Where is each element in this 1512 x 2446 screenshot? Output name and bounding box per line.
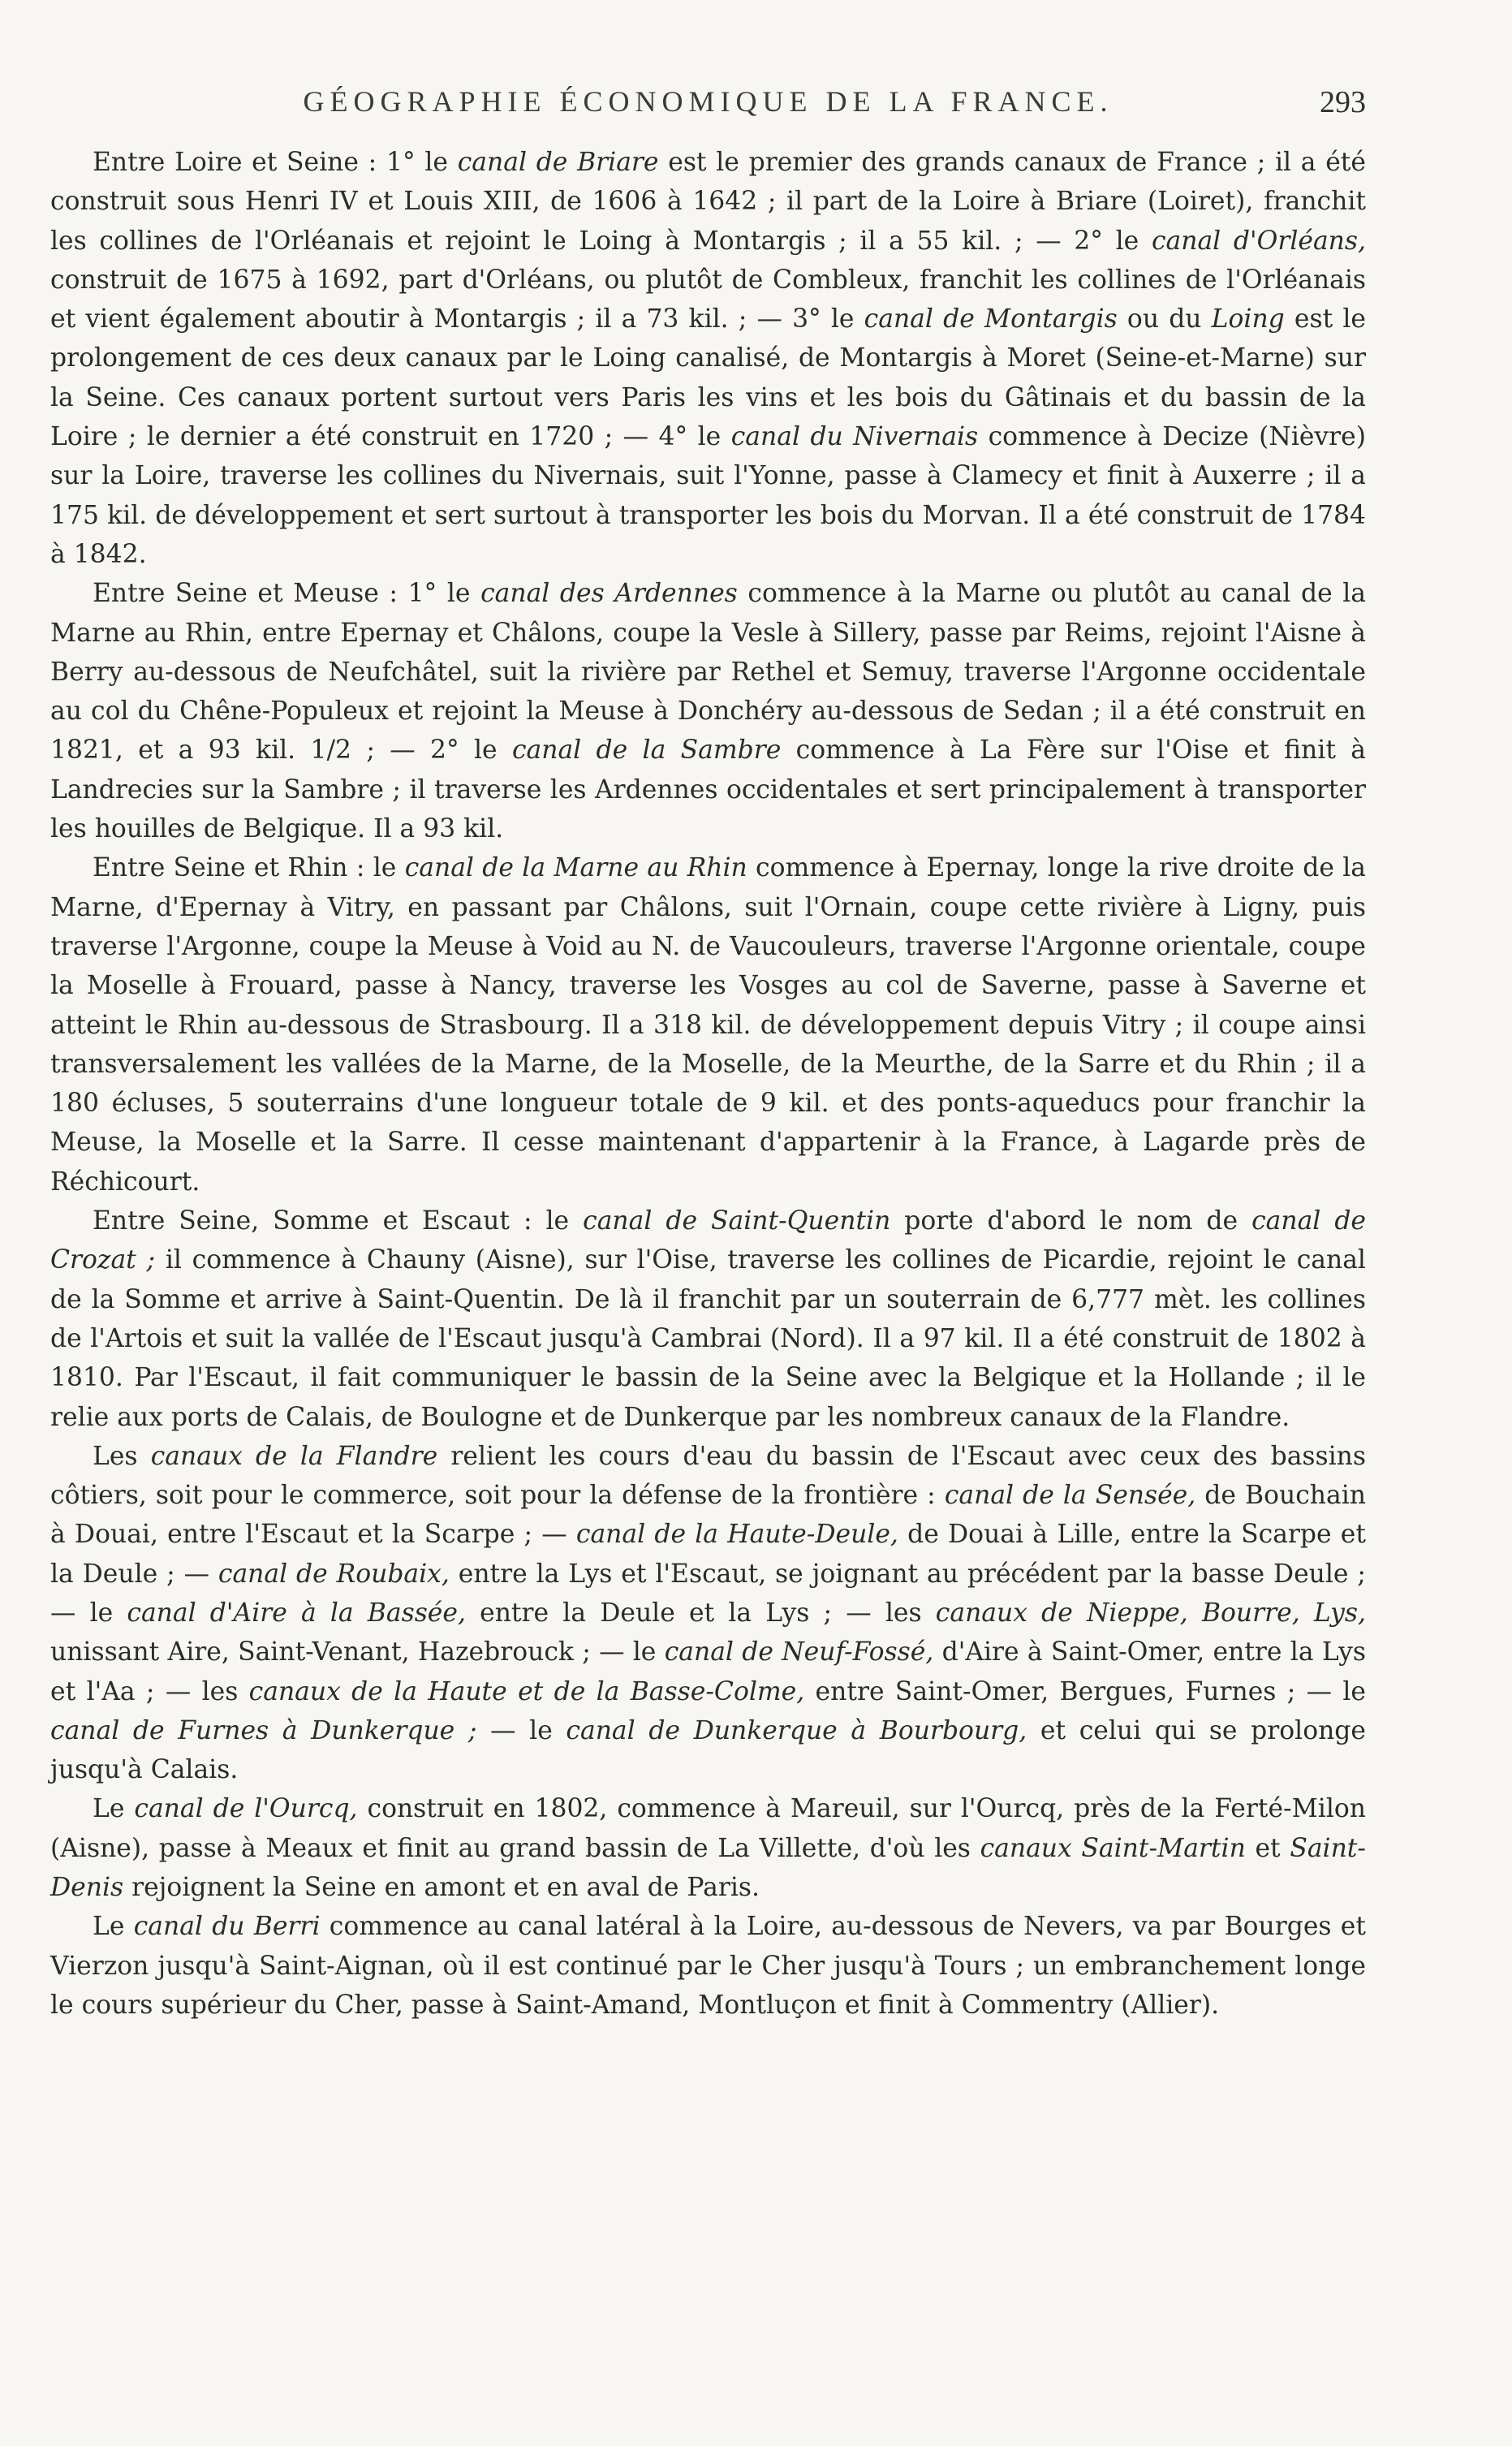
text-run: de Bouchain à Douai, entre l'Escaut et la Scarpe ; —	[50, 1481, 1366, 1550]
canal-name: canal de Furnes à Dunkerque ;	[50, 1715, 477, 1745]
canal-name: canal de la Sambre	[511, 736, 782, 766]
canal-name: canal du Nivernais	[730, 422, 979, 452]
paragraph-briare	[50, 143, 1366, 574]
text-run: construit de 1675 à 1692, part d'Orléans, ou plutôt de Combleux, franchit les collines de l'Orléanais et vient également aboutir à Montargis ; il a 73 kil. ; — 3° le	[50, 265, 1366, 334]
canal-name: canaux de Nieppe, Bourre, Lys,	[935, 1598, 1366, 1628]
text-run: entre Saint-Omer, Bergues, Furnes ; — le	[804, 1676, 1367, 1706]
running-title: GÉOGRAPHIE ÉCONOMIQUE DE LA FRANCE.	[303, 85, 1114, 118]
canal-name: canal d'Aire à la Bassée,	[127, 1598, 466, 1628]
canal-name: Loing	[1211, 304, 1285, 334]
text-run: et	[1245, 1833, 1290, 1863]
canal-name: Saint-Denis	[50, 1833, 1367, 1903]
text-run: — le	[476, 1715, 566, 1745]
canal-name: canal de l'Ourcq,	[134, 1794, 358, 1824]
text-run: commence à Epernay, longe la rive droite de la Marne, d'Epernay à Vitry, en passant par Châlons, suit l'Ornain, coupe cette rivière à Ligny, puis traverse l'Argonne, coupe la Meuse à Void au N. de Vaucouleurs, traverse l'Argonne orientale, coupe la Moselle à Frouard, passe à Nancy, traverse les Vosges au col de Saverne, passe à Saverne et atteint le Rhin au-dessous de Strasbourg. Il a 318 kil. de développement depuis Vitry ; il coupe ainsi transversalement les vallées de la Marne, de la Moselle, de la Meurthe, de la Sarre et du Rhin ; il a 180 écluses, 5 souterrains d'une longueur totale de 9 kil. et des ponts-aqueducs pour franchir la Meuse, la Moselle et la Sarre. Il cesse maintenant d'appartenir à la France, à Lagarde près de Réchicourt.	[50, 853, 1367, 1197]
text-run: ou du	[1117, 304, 1212, 334]
paragraph-saint-quentin	[50, 1201, 1366, 1437]
canal-name: canaux de la Haute et de la Basse-Colme,	[248, 1676, 805, 1706]
canal-name: canal de la Sensée,	[944, 1481, 1196, 1511]
text-run: il commence à Chauny (Aisne), sur l'Oise, traverse les collines de Picardie, rejoint le canal de la Somme et arrive à Saint-Quentin. De là il franchit par un souterrain de 6,777 mèt. les collines de l'Artois et suit la vallée de l'Escaut jusqu'à Cambrai (Nord). Il a 97 kil. Il a été construit de 1802 à 1810. Par l'Escaut, il fait communiquer le bassin de la Seine avec la Belgique et la Hollande ; il le relie aux ports de Calais, de Boulogne et de Dunkerque par les nombreux canaux de la Flandre.	[50, 1245, 1366, 1432]
canal-name: canal de Crozat ;	[50, 1206, 1366, 1275]
text-run: unissant Aire, Saint-Venant, Hazebrouck ; — le	[50, 1637, 665, 1667]
canal-name: canaux de la Flandre	[150, 1441, 438, 1471]
text-run: commence à Decize (Nièvre) sur la Loire, traverse les collines du Nivernais, suit l'Yonne, passe à Clamecy et finit à Auxerre ; il a 175 kil. de développement et sert surtout à transporter les bois du Morvan. Il a été construit de 1784 à 1842.	[50, 422, 1366, 569]
paragraph-flandre	[50, 1437, 1366, 1790]
text-run: rejoignent la Seine en amont et en aval de Paris.	[123, 1873, 760, 1903]
text-run: est le prolongement de ces deux canaux par le Loing canalisé, de Montargis à Moret (Seine-et-Marne) sur la Seine. Ces canaux portent surtout vers Paris les vins et les bois du Gâtinais et du bassin de la Loire ; le dernier a été construit en 1720 ; — 4° le	[50, 304, 1367, 452]
text-run: de Douai à Lille, entre la Scarpe et la Deule ; —	[50, 1520, 1366, 1589]
text-run: commence à la Marne ou plutôt au canal de la Marne au Rhin, entre Epernay et Châlons, coupe la Vesle à Sillery, passe par Reims, rejoint l'Aisne à Berry au-dessous de Neufchâtel, suit la rivière par Rethel et Semuy, traverse l'Argonne occidentale au col du Chêne-Populeux et rejoint la Meuse à Donchéry au-dessous de Sedan ; il a été construit en 1821, et a 93 kil. 1/2 ; — 2° le	[50, 579, 1366, 766]
canal-name: canal du Berri	[133, 1912, 321, 1942]
canal-name: canal de Dunkerque à Bourbourg,	[566, 1715, 1027, 1745]
canal-name: canal de Saint-Quentin	[583, 1206, 891, 1236]
page-number: 293	[1320, 85, 1366, 119]
text-run: Entre Loire et Seine : 1° le	[93, 148, 458, 177]
canal-name: canal de Neuf-Fossé,	[664, 1637, 934, 1667]
canal-name: canal de Briare	[457, 148, 659, 177]
paragraph-ourcq	[50, 1789, 1366, 1907]
canal-name: canal de la Haute-Deule,	[575, 1520, 898, 1550]
running-head	[50, 84, 1366, 133]
text-run: Le	[93, 1794, 135, 1824]
canal-name: canaux Saint-Martin	[980, 1833, 1246, 1863]
text-run: Le	[93, 1912, 134, 1942]
text-run: et celui qui se prolonge jusqu'à Calais.	[50, 1715, 1366, 1785]
text-run: Entre Seine, Somme et Escaut : le	[93, 1206, 584, 1236]
text-run: commence au canal latéral à la Loire, au-dessous de Nevers, va par Bourges et Vierzon jusqu'à Saint-Aignan, où il est continué par le Cher jusqu'à Tours ; un embranchement longe le cours supérieur du Cher, passe à Saint-Amand, Montluçon et finit à Commentry (Allier).	[50, 1912, 1366, 2020]
canal-name: canal de Roubaix,	[218, 1559, 450, 1589]
paragraph-berri	[50, 1907, 1366, 2025]
text-run: d'Aire à Saint-Omer, entre la Lys et l'Aa ; — les	[50, 1637, 1366, 1706]
text-run: Les	[93, 1441, 151, 1471]
paragraph-marne-au-rhin	[50, 848, 1366, 1201]
text-run: entre la Deule et la Lys ; — les	[465, 1598, 936, 1628]
text-run: Entre Seine et Meuse : 1° le	[93, 579, 481, 609]
canal-name: canal d'Orléans,	[1151, 226, 1366, 256]
canal-name: canal de Montargis	[864, 304, 1118, 334]
text-run: relient les cours d'eau du bassin de l'Escaut avec ceux des bassins côtiers, soit pour le commerce, soit pour la défense de la frontière :	[50, 1441, 1366, 1511]
canal-name: canal de la Marne au Rhin	[404, 853, 747, 883]
text-run: Entre Seine et Rhin : le	[93, 853, 405, 883]
text-run: commence à La Fère sur l'Oise et finit à Landrecies sur la Sambre ; il traverse les Ardennes occidentales et sert principalement à transporter les houilles de Belgique. Il a 93 kil.	[50, 736, 1366, 844]
body-text	[50, 143, 1366, 2025]
text-run: est le premier des grands canaux de France ; il a été construit sous Henri IV et Louis XIII, de 1606 à 1642 ; il part de la Loire à Briare (Loiret), franchit les collines de l'Orléanais et rejoint le Loing à Montargis ; il a 55 kil. ; — 2° le	[50, 148, 1366, 256]
paragraph-ardennes	[50, 574, 1366, 848]
text-run: construit en 1802, commence à Mareuil, sur l'Ourcq, près de la Ferté-Milon (Aisne), passe à Meaux et finit au grand bassin de La Villette, d'où les	[50, 1794, 1366, 1863]
text-run: porte d'abord le nom de	[890, 1206, 1252, 1236]
text-run: entre la Lys et l'Escaut, se joignant au précédent par la basse Deule ; — le	[50, 1559, 1366, 1628]
canal-name: canal des Ardennes	[480, 579, 738, 609]
